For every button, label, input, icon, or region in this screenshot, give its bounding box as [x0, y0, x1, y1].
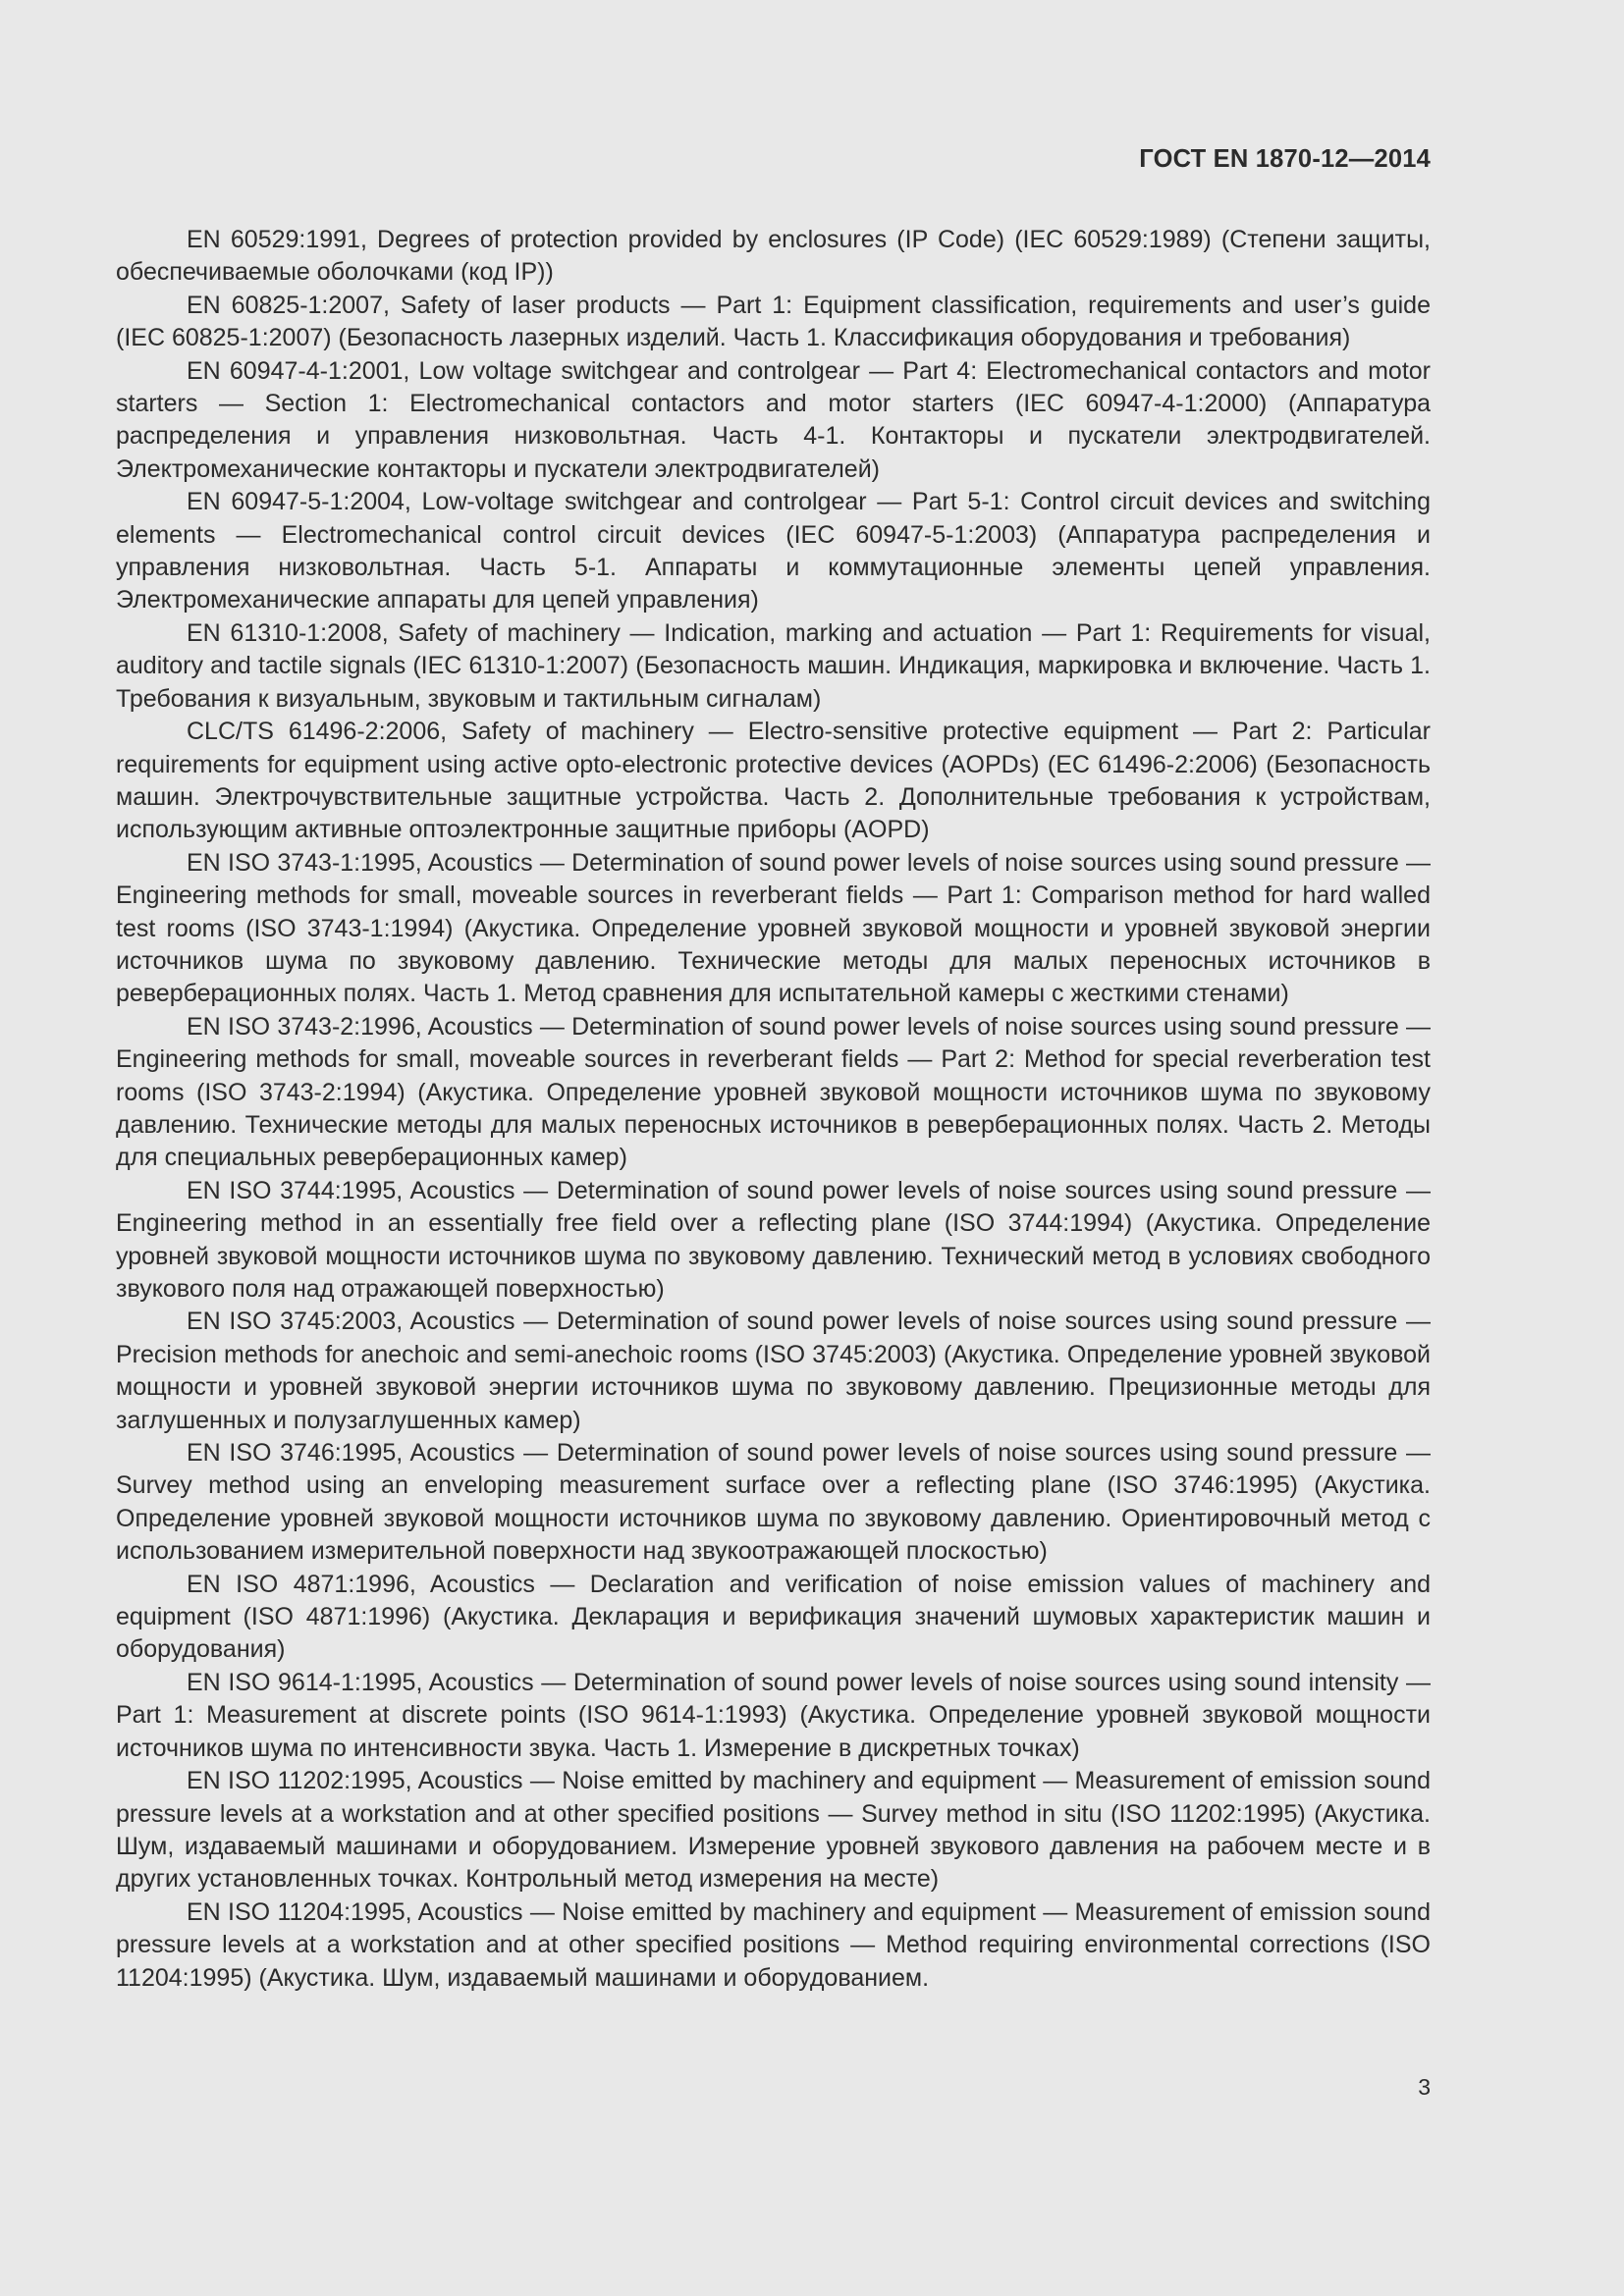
reference-entry: EN ISO 11202:1995, Acoustics — Noise emitted by machinery and equipment — Measurement of emission sound pressure levels at a workstation and at other specified positions — Survey method in situ (ISO 11202:1995) (Акустика. Шум, издаваемый машинами и оборудованием. Измерение уровней звукового давления на рабочем месте и в других установленных точках. Контрольный метод измерения на месте)	[116, 1767, 1431, 1894]
reference-entry: EN ISO 9614-1:1995, Acoustics — Determination of sound power levels of noise sources using sound intensity — Part 1: Measurement at discrete points (ISO 9614-1:1993) (Акустика. Определение уровней звуковой мощности источников шума по интенсивности звука. Часть 1. Измерение в дискретных точках)	[116, 1668, 1431, 1762]
normative-references-list	[116, 224, 1431, 1995]
reference-entry: EN ISO 4871:1996, Acoustics — Declaration and verification of noise emission values of machinery and equipment (ISO 4871:1996) (Акустика. Декларация и верификация значений шумовых характеристик машин и оборудования)	[116, 1570, 1431, 1664]
reference-entry: CLC/TS 61496-2:2006, Safety of machinery — Electro-sensitive protective equipment — Part 2: Particular requirements for equipment using active opto-electronic protective devices (AOPDs) (EC 61496-2:2006) (Безопасность машин. Электрочувствительные защитные устройства. Часть 2. Дополнительные требования к устройствам, использующим активные оптоэлектронные защитные приборы (AOPD)	[116, 718, 1431, 844]
reference-entry: EN 61310-1:2008, Safety of machinery — Indication, marking and actuation — Part 1: Requirements for visual, auditory and tactile signals (IEC 61310-1:2007) (Безопасность машин. Индикация, маркировка и включение. Часть 1. Требования к визуальным, звуковым и тактильным сигналам)	[116, 618, 1431, 713]
reference-entry: EN ISO 11204:1995, Acoustics — Noise emitted by machinery and equipment — Measurement of emission sound pressure levels at a workstation and at other specified positions — Method requiring environmental corrections (ISO 11204:1995) (Акустика. Шум, издаваемый машинами и оборудованием.	[116, 1897, 1431, 1992]
reference-entry: EN 60529:1991, Degrees of protection provided by enclosures (IP Code) (IEC 60529:1989) (Степени защиты, обеспечиваемые оболочками (код IP))	[116, 226, 1431, 287]
reference-entry: EN ISO 3743-2:1996, Acoustics — Determination of sound power levels of noise sources using sound pressure — Engineering methods for small, moveable sources in reverberant fields — Part 2: Method for special reverberation test rooms (ISO 3743-2:1994) (Акустика. Определение уровней звуковой мощности источников шума по звуковому давлению. Технические методы для малых переносных источников в реверберационных полях. Часть 2. Методы для специальных реверберационных камер)	[116, 1012, 1431, 1172]
reference-entry: EN 60947-4-1:2001, Low voltage switchgear and controlgear — Part 4: Electromechanical contactors and motor starters — Section 1: Electromechanical contactors and motor starters (IEC 60947-4-1:2000) (Аппаратура распределения и управления низковольтная. Часть 4-1. Контакторы и пускатели электродвигателей. Электромеханические контакторы и пускатели электродвигателей)	[116, 356, 1431, 483]
reference-entry: EN ISO 3746:1995, Acoustics — Determination of sound power levels of noise sources using sound pressure — Survey method using an enveloping measurement surface over a reflecting plane (ISO 3746:1995) (Акустика. Определение уровней звуковой мощности источников шума по звуковому давлению. Ориентировочный метод с использованием измерительной поверхности над звукоотражающей плоскостью)	[116, 1439, 1431, 1566]
reference-entry: EN 60825-1:2007, Safety of laser products — Part 1: Equipment classification, requirements and user’s guide (IEC 60825-1:2007) (Безопасность лазерных изделий. Часть 1. Классификация оборудования и требования)	[116, 291, 1431, 352]
reference-entry: EN ISO 3744:1995, Acoustics — Determination of sound power levels of noise sources using sound pressure — Engineering method in an essentially free field over a reflecting plane (ISO 3744:1994) (Акустика. Определение уровней звуковой мощности источников шума по звуковому давлению. Технический метод в условиях свободного звукового поля над отражающей поверхностью)	[116, 1176, 1431, 1303]
reference-entry: EN 60947-5-1:2004, Low-voltage switchgear and controlgear — Part 5-1: Control circuit devices and switching elements — Electromechanical control circuit devices (IEC 60947-5-1:2003) (Аппаратура распределения и управления низковольтная. Часть 5-1. Аппараты и коммутационные элементы цепей управления. Электромеханические аппараты для цепей управления)	[116, 488, 1431, 614]
page-number: 3	[1418, 2074, 1431, 2100]
reference-entry: EN ISO 3745:2003, Acoustics — Determination of sound power levels of noise sources using sound pressure — Precision methods for anechoic and semi-anechoic rooms (ISO 3745:2003) (Акустика. Определение уровней звуковой мощности и уровней звуковой энергии источников шума по звуковому давлению. Прецизионные методы для заглушенных и полузаглушенных камер)	[116, 1308, 1431, 1434]
reference-entry: EN ISO 3743-1:1995, Acoustics — Determination of sound power levels of noise sources using sound pressure — Engineering methods for small, moveable sources in reverberant fields — Part 1: Comparison method for hard walled test rooms (ISO 3743-1:1994) (Акустика. Определение уровней звуковой мощности и уровней звуковой энергии источников шума по звуковому давлению. Технические методы для малых переносных источников в реверберационных полях. Часть 1. Метод сравнения для испытательной камеры с жесткими стенами)	[116, 848, 1431, 1008]
document-code-header: ГОСТ EN 1870-12—2014	[1139, 145, 1431, 173]
